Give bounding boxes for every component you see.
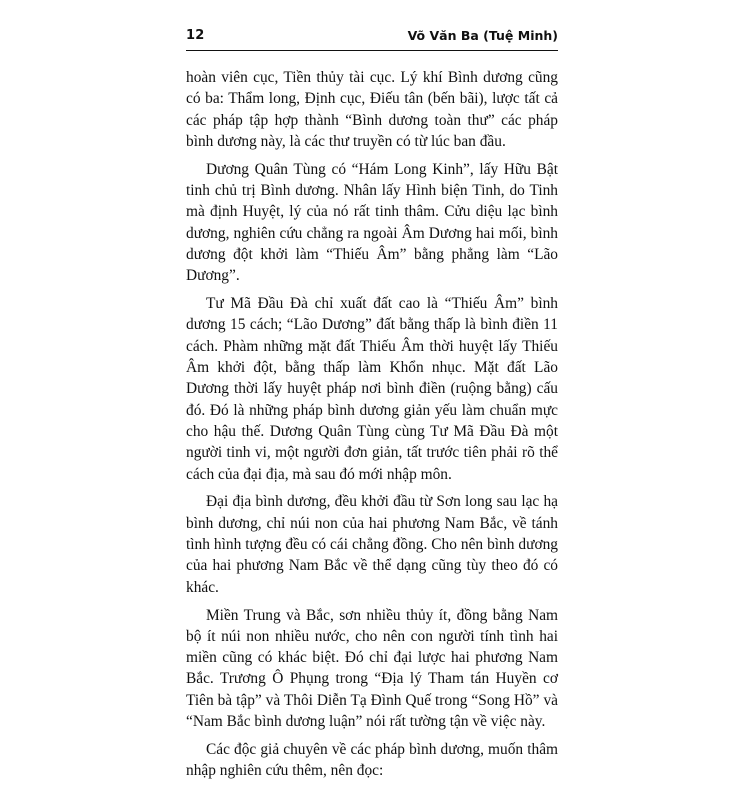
page-header (186, 28, 558, 51)
paragraph: Các độc giả chuyên về các pháp bình dương, muốn thâm nhập nghiên cứu thêm, nên đọc: (186, 740, 558, 780)
running-head-author: Võ Văn Ba (Tuệ Minh) (407, 28, 558, 43)
paragraph: Dương Quân Tùng có “Hám Long Kinh”, lấy Hữu Bật tinh chủ trị Bình dương. Nhân lấy Hình biện Tinh, do Tinh mà định Huyệt, lý của nó rất tinh thâm. Cửu diệu lạc bình dương, nghiên cứu chẳng ra ngoài Âm Dương hai mối, bình dương đột khởi làm “Thiếu Âm” bằng phẳng làm “Lão Dương”. (186, 160, 558, 285)
page-number: 12 (186, 28, 205, 43)
paragraph: Tư Mã Đầu Đà chỉ xuất đất cao là “Thiếu Âm” bình dương 15 cách; “Lão Dương” đất bằng thấp là bình điền 11 cách. Phàm những mặt đất Thiếu Âm thời huyệt lấy Thiếu Âm khởi đột, bằng thấp làm Khổn nhục. Mặt đất Lão Dương thời lấy huyệt pháp nơi bình điền (ruộng bằng) cấu đó. Đó là những pháp bình dương giản yếu làm chuẩn mực cho hậu thế. Dương Quân Tùng cùng Tư Mã Đầu Đà một người tinh vi, một người đơn giản, tất trước tiên phải rõ thể cách của đại địa, mà sau đó mới nhập môn. (186, 295, 558, 483)
paragraph: Đại địa bình dương, đều khởi đầu từ Sơn long sau lạc hạ bình dương, chỉ núi non của hai phương Nam Bắc, về tánh tình hình tượng đều có cái chẳng đồng. Cho nên bình dương của hai phương Nam Bắc về thể dạng cũng tùy theo đó có khác. (186, 493, 558, 596)
body-text (186, 67, 558, 788)
paragraph: hoàn viên cục, Tiền thủy tài cục. Lý khí Bình dương cũng có ba: Thẩm long, Định cục, Điếu tân (bến bãi), lược tất cả các pháp tập hợp thành “Bình dương toàn thư” các pháp bình dương này, là các thư truyền có từ lúc ban đầu. (186, 69, 558, 150)
paragraph: Miền Trung và Bắc, sơn nhiều thủy ít, đồng bằng Nam bộ ít núi non nhiều nước, cho nên con người tính tình hai miền cũng có khác biệt. Đó chỉ đại lược hai phương Nam Bắc. Trương Ô Phụng trong “Địa lý Tham tán Huyền cơ Tiên bà tập” và Thôi Diễn Tạ Đình Quế trong “Song Hồ” và “Nam Bắc bình dương luận” nói rất tường tận về việc này. (186, 606, 558, 730)
